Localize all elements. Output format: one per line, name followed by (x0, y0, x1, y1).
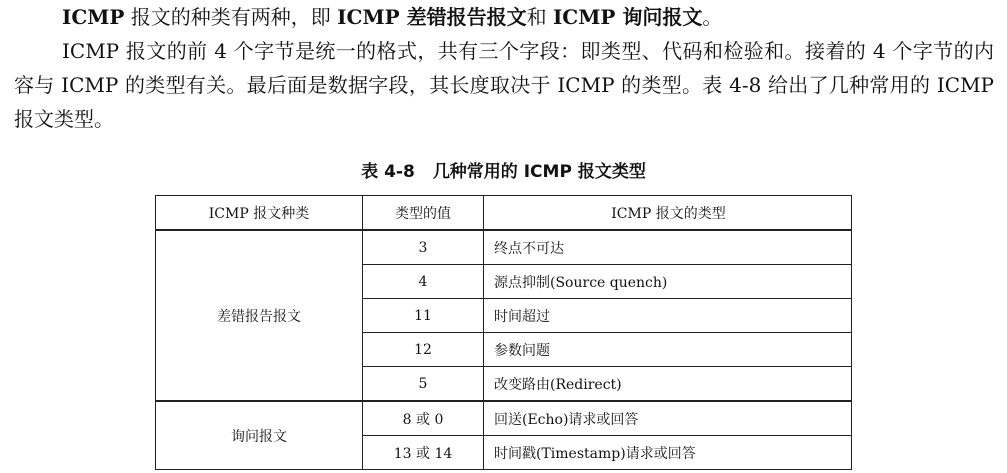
table-caption-title: 几种常用的 ICMP 报文类型 (432, 162, 646, 182)
type-name: 时间戳(Timestamp)请求或回答 (484, 436, 852, 470)
type-name: 回送(Echo)请求或回答 (484, 401, 852, 436)
term-icmp: ICMP (62, 5, 125, 29)
type-value: 8 或 0 (363, 401, 484, 436)
group-query: 询问报文 (156, 401, 363, 470)
type-name: 参数问题 (484, 333, 852, 367)
paragraph-icmp-format: ICMP 报文的前 4 个字节是统一的格式，共有三个字段：即类型、代码和检验和。接着的 4 个字节的内容与 ICMP 的类型有关。最后面是数据字段，其长度取决于 ICMP 的类型。表 4-8 给出了几种常用的 ICMP 报文类型。 (14, 39, 994, 131)
type-value: 13 或 14 (363, 436, 484, 470)
type-value: 11 (363, 299, 484, 333)
type-value: 3 (363, 230, 484, 265)
table-caption-number: 表 4-8 (361, 162, 415, 182)
header-kind: ICMP 报文种类 (156, 196, 363, 231)
text-fragment: 。 (702, 5, 723, 29)
table-row (156, 230, 852, 265)
paragraph-icmp-kinds (14, 0, 994, 34)
group-error-report: 差错报告报文 (156, 230, 363, 401)
header-type: ICMP 报文的类型 (484, 196, 852, 231)
table-header-row (156, 196, 852, 231)
table-row (156, 401, 852, 436)
icmp-types-table (155, 195, 852, 470)
type-value: 12 (363, 333, 484, 367)
type-name: 改变路由(Redirect) (484, 367, 852, 402)
type-name: 源点抑制(Source quench) (484, 265, 852, 299)
type-value: 5 (363, 367, 484, 402)
term-query: ICMP 询问报文 (552, 5, 703, 29)
term-error-report: ICMP 差错报告报文 (337, 5, 527, 29)
table-caption (0, 160, 1007, 184)
type-name: 时间超过 (484, 299, 852, 333)
type-value: 4 (363, 265, 484, 299)
text-fragment: 和 (526, 5, 553, 29)
text-fragment: 报文的种类有两种，即 (124, 5, 338, 29)
header-value: 类型的值 (363, 196, 484, 231)
type-name: 终点不可达 (484, 230, 852, 265)
